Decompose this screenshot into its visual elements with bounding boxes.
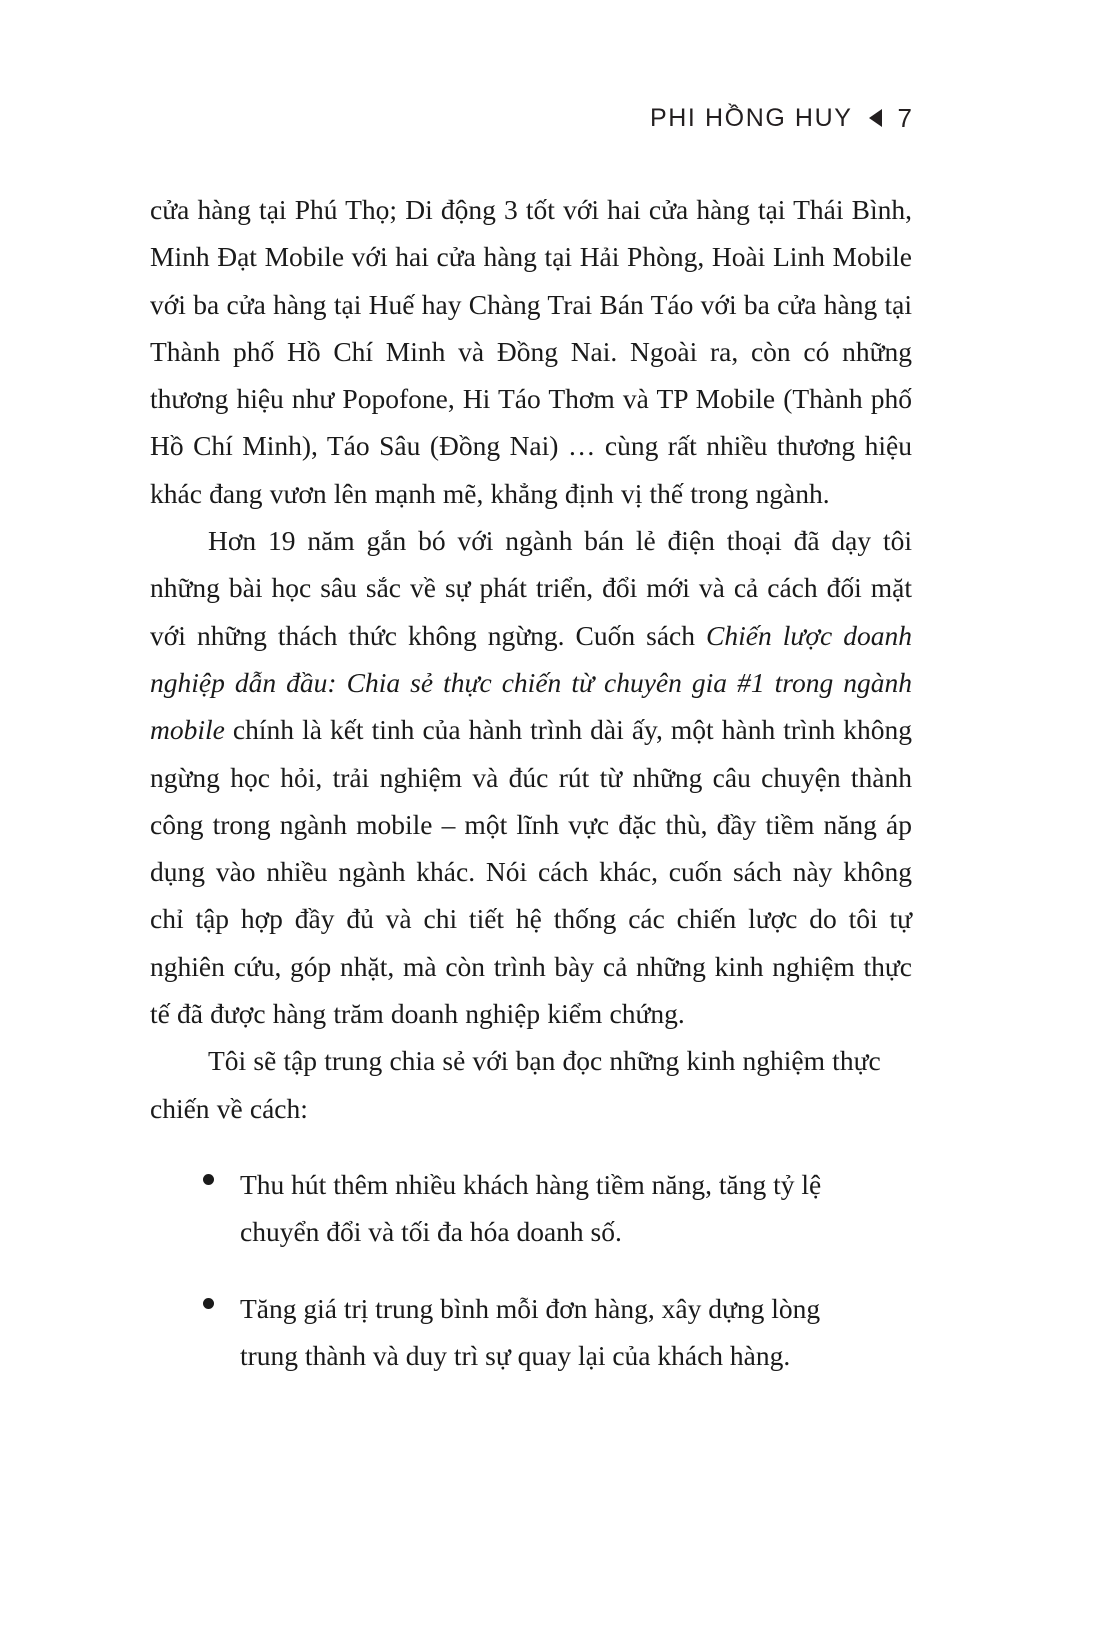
list-item-line: Tăng giá trị trung bình mỗi đơn hàng, xây dựng lòng	[240, 1292, 821, 1324]
list-item-text	[240, 1285, 912, 1380]
left-triangle-arrow-icon	[869, 109, 882, 127]
paragraph-focus: Tôi sẽ tập trung chia sẻ với bạn đọc những kinh nghiệm thực chiến về cách:	[150, 1045, 881, 1124]
bullet-dot-icon	[202, 1161, 214, 1208]
running-head	[650, 103, 912, 134]
list-item-line: Thu hút thêm nhiều khách hàng tiềm năng, tăng tỷ lệ	[240, 1168, 822, 1200]
paragraph-brands: cửa hàng tại Phú Thọ; Di động 3 tốt với hai cửa hàng tại Thái Bình, Minh Đạt Mobile với hai cửa hàng tại Hải Phòng, Hoài Linh Mobile với ba cửa hàng tại Huế hay Chàng Trai Bán Táo với ba cửa hàng tại Thành phố Hồ Chí Minh và Đồng Nai. Ngoài ra, còn có những thương hiệu như Popofone, Hi Táo Thơm và TP Mobile (Thành phố Hồ Chí Minh), Táo Sâu (Đồng Nai) … cùng rất nhiều thương hiệu khác đang vươn lên mạnh mẽ, khẳng định vị thế trong ngành.	[150, 194, 912, 509]
bullet-list	[150, 1161, 912, 1379]
book-title-italic: Chiến lược doanh nghiệp dẫn đầu: Chia sẻ thực chiến từ chuyên gia #1 trong ngành mobile	[150, 619, 913, 746]
list-item-line: chuyển đổi và tối đa hóa doanh số.	[240, 1216, 622, 1248]
list-item	[150, 1161, 912, 1256]
paragraph-segment-roman-tail: chính là kết tinh của hành trình dài ấy, một hành trình không ngừng học hỏi, trải nghiệm và đúc rút từ những câu chuyện thành công trong ngành mobile – một lĩnh vực đặc thù, đầy tiềm năng áp dụng vào nhiều ngành khác. Nói cách khác, cuốn sách này không chỉ tập hợp đầy đủ và chi tiết hệ thống các chiến lược do tôi tự nghiên cứu, góp nhặt, mà còn trình bày cả những kinh nghiệm thực tế đã được hàng trăm doanh nghiệp kiểm chứng.	[150, 714, 912, 1030]
paragraph-19-years	[150, 517, 912, 1037]
list-item-text	[240, 1161, 912, 1256]
page-number: 7	[897, 103, 912, 133]
paragraph-segment-roman-lead: Hơn 19 năm gắn bó với ngành bán lẻ điện thoại đã dạy tôi những bài học sâu sắc về sự phát triển, đổi mới và cả cách đối mặt với những thách thức không ngừng. Cuốn sách	[150, 525, 912, 651]
bullet-dot-icon	[202, 1285, 214, 1332]
list-item-line: trung thành và duy trì sự quay lại của khách hàng.	[240, 1339, 791, 1371]
list-item	[150, 1285, 912, 1380]
text-column	[150, 186, 912, 1379]
running-head-author: PHI HỒNG HUY	[649, 104, 853, 132]
